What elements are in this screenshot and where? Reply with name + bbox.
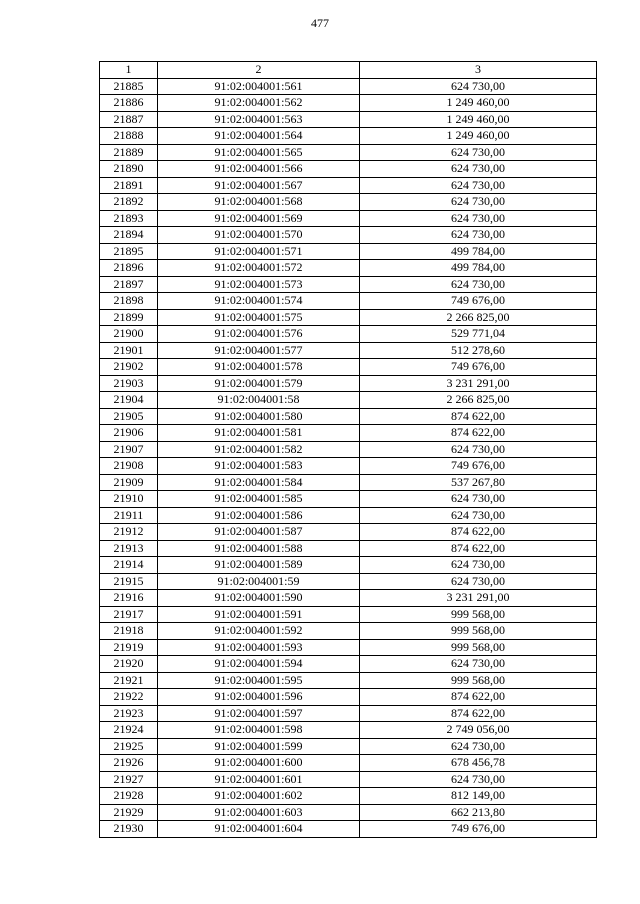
table-row <box>100 441 597 458</box>
cadastral-number-cell: 91:02:004001:571 <box>158 243 360 260</box>
value-cell: 749 676,00 <box>360 293 597 310</box>
row-number-cell: 21911 <box>100 507 158 524</box>
value-cell: 624 730,00 <box>360 227 597 244</box>
cadastral-number-cell: 91:02:004001:596 <box>158 689 360 706</box>
row-number-cell: 21889 <box>100 144 158 161</box>
row-number-cell: 21924 <box>100 722 158 739</box>
cadastral-number-cell: 91:02:004001:576 <box>158 326 360 343</box>
table-row <box>100 491 597 508</box>
value-cell: 1 249 460,00 <box>360 128 597 145</box>
table-row <box>100 524 597 541</box>
table-body <box>100 78 597 837</box>
value-cell: 512 278,60 <box>360 342 597 359</box>
table-row <box>100 425 597 442</box>
value-cell: 624 730,00 <box>360 78 597 95</box>
value-cell: 624 730,00 <box>360 557 597 574</box>
row-number-cell: 21917 <box>100 606 158 623</box>
row-number-cell: 21915 <box>100 573 158 590</box>
cadastral-number-cell: 91:02:004001:570 <box>158 227 360 244</box>
value-cell: 812 149,00 <box>360 788 597 805</box>
cadastral-number-cell: 91:02:004001:586 <box>158 507 360 524</box>
value-cell: 999 568,00 <box>360 639 597 656</box>
cadastral-number-cell: 91:02:004001:590 <box>158 590 360 607</box>
row-number-cell: 21886 <box>100 95 158 112</box>
row-number-cell: 21899 <box>100 309 158 326</box>
value-cell: 999 568,00 <box>360 606 597 623</box>
row-number-cell: 21928 <box>100 788 158 805</box>
table-row <box>100 210 597 227</box>
row-number-cell: 21923 <box>100 705 158 722</box>
cadastral-number-cell: 91:02:004001:563 <box>158 111 360 128</box>
cadastral-number-cell: 91:02:004001:573 <box>158 276 360 293</box>
cadastral-number-cell: 91:02:004001:601 <box>158 771 360 788</box>
cadastral-number-cell: 91:02:004001:585 <box>158 491 360 508</box>
row-number-cell: 21918 <box>100 623 158 640</box>
row-number-cell: 21897 <box>100 276 158 293</box>
value-cell: 662 213,80 <box>360 804 597 821</box>
cadastral-number-cell: 91:02:004001:567 <box>158 177 360 194</box>
value-cell: 499 784,00 <box>360 260 597 277</box>
cadastral-number-cell: 91:02:004001:578 <box>158 359 360 376</box>
cadastral-number-cell: 91:02:004001:603 <box>158 804 360 821</box>
cadastral-number-cell: 91:02:004001:566 <box>158 161 360 178</box>
table-row <box>100 293 597 310</box>
row-number-cell: 21909 <box>100 474 158 491</box>
row-number-cell: 21891 <box>100 177 158 194</box>
row-number-cell: 21892 <box>100 194 158 211</box>
row-number-cell: 21919 <box>100 639 158 656</box>
value-cell: 499 784,00 <box>360 243 597 260</box>
cadastral-number-cell: 91:02:004001:569 <box>158 210 360 227</box>
value-cell: 749 676,00 <box>360 821 597 838</box>
row-number-cell: 21900 <box>100 326 158 343</box>
row-number-cell: 21895 <box>100 243 158 260</box>
table-row <box>100 573 597 590</box>
table-row <box>100 95 597 112</box>
value-cell: 624 730,00 <box>360 144 597 161</box>
value-cell: 749 676,00 <box>360 458 597 475</box>
table-row <box>100 326 597 343</box>
cadastral-number-cell: 91:02:004001:592 <box>158 623 360 640</box>
table-row <box>100 260 597 277</box>
value-cell: 3 231 291,00 <box>360 590 597 607</box>
cadastral-number-cell: 91:02:004001:604 <box>158 821 360 838</box>
table-row <box>100 788 597 805</box>
value-cell: 624 730,00 <box>360 507 597 524</box>
table-row <box>100 590 597 607</box>
cadastral-number-cell: 91:02:004001:581 <box>158 425 360 442</box>
value-cell: 529 771,04 <box>360 326 597 343</box>
cadastral-number-cell: 91:02:004001:587 <box>158 524 360 541</box>
cadastral-number-cell: 91:02:004001:575 <box>158 309 360 326</box>
value-cell: 624 730,00 <box>360 441 597 458</box>
value-cell: 874 622,00 <box>360 705 597 722</box>
value-cell: 624 730,00 <box>360 177 597 194</box>
table-row <box>100 474 597 491</box>
row-number-cell: 21906 <box>100 425 158 442</box>
table-row <box>100 606 597 623</box>
registry-table <box>99 61 597 838</box>
table-row <box>100 243 597 260</box>
row-number-cell: 21929 <box>100 804 158 821</box>
row-number-cell: 21908 <box>100 458 158 475</box>
table-row <box>100 309 597 326</box>
cadastral-number-cell: 91:02:004001:584 <box>158 474 360 491</box>
cadastral-number-cell: 91:02:004001:564 <box>158 128 360 145</box>
cadastral-number-cell: 91:02:004001:580 <box>158 408 360 425</box>
value-cell: 624 730,00 <box>360 656 597 673</box>
cadastral-number-cell: 91:02:004001:593 <box>158 639 360 656</box>
row-number-cell: 21905 <box>100 408 158 425</box>
cadastral-number-cell: 91:02:004001:597 <box>158 705 360 722</box>
table-row <box>100 771 597 788</box>
value-cell: 1 249 460,00 <box>360 95 597 112</box>
cadastral-number-cell: 91:02:004001:58 <box>158 392 360 409</box>
row-number-cell: 21901 <box>100 342 158 359</box>
table-row <box>100 540 597 557</box>
table-row <box>100 623 597 640</box>
value-cell: 999 568,00 <box>360 623 597 640</box>
row-number-cell: 21885 <box>100 78 158 95</box>
row-number-cell: 21894 <box>100 227 158 244</box>
value-cell: 624 730,00 <box>360 491 597 508</box>
value-cell: 624 730,00 <box>360 771 597 788</box>
cadastral-number-cell: 91:02:004001:595 <box>158 672 360 689</box>
row-number-cell: 21922 <box>100 689 158 706</box>
row-number-cell: 21926 <box>100 755 158 772</box>
row-number-cell: 21925 <box>100 738 158 755</box>
column-header-3: 3 <box>360 62 597 79</box>
value-cell: 2 749 056,00 <box>360 722 597 739</box>
table-row <box>100 408 597 425</box>
value-cell: 537 267,80 <box>360 474 597 491</box>
value-cell: 874 622,00 <box>360 524 597 541</box>
table-row <box>100 804 597 821</box>
table-row <box>100 458 597 475</box>
value-cell: 999 568,00 <box>360 672 597 689</box>
value-cell: 874 622,00 <box>360 408 597 425</box>
value-cell: 874 622,00 <box>360 540 597 557</box>
row-number-cell: 21930 <box>100 821 158 838</box>
table-row <box>100 557 597 574</box>
cadastral-number-cell: 91:02:004001:577 <box>158 342 360 359</box>
cadastral-number-cell: 91:02:004001:602 <box>158 788 360 805</box>
table-row <box>100 276 597 293</box>
value-cell: 624 730,00 <box>360 194 597 211</box>
table-row <box>100 194 597 211</box>
cadastral-number-cell: 91:02:004001:594 <box>158 656 360 673</box>
row-number-cell: 21888 <box>100 128 158 145</box>
value-cell: 624 730,00 <box>360 161 597 178</box>
table-row <box>100 177 597 194</box>
table-row <box>100 111 597 128</box>
cadastral-number-cell: 91:02:004001:562 <box>158 95 360 112</box>
value-cell: 749 676,00 <box>360 359 597 376</box>
cadastral-number-cell: 91:02:004001:561 <box>158 78 360 95</box>
page-number: 477 <box>311 16 329 30</box>
header-row <box>100 62 597 79</box>
value-cell: 624 730,00 <box>360 276 597 293</box>
cadastral-number-cell: 91:02:004001:579 <box>158 375 360 392</box>
value-cell: 2 266 825,00 <box>360 392 597 409</box>
value-cell: 3 231 291,00 <box>360 375 597 392</box>
row-number-cell: 21887 <box>100 111 158 128</box>
table-row <box>100 821 597 838</box>
column-header-2: 2 <box>158 62 360 79</box>
table-row <box>100 689 597 706</box>
table-row <box>100 392 597 409</box>
value-cell: 624 730,00 <box>360 738 597 755</box>
table-row <box>100 342 597 359</box>
table-header <box>100 62 597 79</box>
table-row <box>100 738 597 755</box>
value-cell: 2 266 825,00 <box>360 309 597 326</box>
table-row <box>100 78 597 95</box>
cadastral-number-cell: 91:02:004001:600 <box>158 755 360 772</box>
value-cell: 678 456,78 <box>360 755 597 772</box>
table-row <box>100 161 597 178</box>
table-row <box>100 375 597 392</box>
cadastral-number-cell: 91:02:004001:591 <box>158 606 360 623</box>
row-number-cell: 21914 <box>100 557 158 574</box>
table-row <box>100 656 597 673</box>
value-cell: 1 249 460,00 <box>360 111 597 128</box>
row-number-cell: 21890 <box>100 161 158 178</box>
row-number-cell: 21920 <box>100 656 158 673</box>
value-cell: 874 622,00 <box>360 425 597 442</box>
value-cell: 624 730,00 <box>360 573 597 590</box>
cadastral-number-cell: 91:02:004001:59 <box>158 573 360 590</box>
row-number-cell: 21912 <box>100 524 158 541</box>
row-number-cell: 21902 <box>100 359 158 376</box>
row-number-cell: 21904 <box>100 392 158 409</box>
row-number-cell: 21910 <box>100 491 158 508</box>
cadastral-number-cell: 91:02:004001:572 <box>158 260 360 277</box>
row-number-cell: 21896 <box>100 260 158 277</box>
value-cell: 874 622,00 <box>360 689 597 706</box>
table-row <box>100 755 597 772</box>
table-row <box>100 359 597 376</box>
cadastral-number-cell: 91:02:004001:565 <box>158 144 360 161</box>
row-number-cell: 21893 <box>100 210 158 227</box>
row-number-cell: 21921 <box>100 672 158 689</box>
cadastral-number-cell: 91:02:004001:574 <box>158 293 360 310</box>
cadastral-number-cell: 91:02:004001:582 <box>158 441 360 458</box>
table-row <box>100 672 597 689</box>
cadastral-number-cell: 91:02:004001:588 <box>158 540 360 557</box>
value-cell: 624 730,00 <box>360 210 597 227</box>
table-row <box>100 722 597 739</box>
row-number-cell: 21927 <box>100 771 158 788</box>
table-row <box>100 705 597 722</box>
cadastral-number-cell: 91:02:004001:598 <box>158 722 360 739</box>
row-number-cell: 21903 <box>100 375 158 392</box>
row-number-cell: 21907 <box>100 441 158 458</box>
table-row <box>100 507 597 524</box>
table-row <box>100 144 597 161</box>
row-number-cell: 21898 <box>100 293 158 310</box>
cadastral-number-cell: 91:02:004001:589 <box>158 557 360 574</box>
table-row <box>100 639 597 656</box>
row-number-cell: 21913 <box>100 540 158 557</box>
cadastral-number-cell: 91:02:004001:599 <box>158 738 360 755</box>
table-row <box>100 128 597 145</box>
cadastral-number-cell: 91:02:004001:568 <box>158 194 360 211</box>
table-row <box>100 227 597 244</box>
cadastral-number-cell: 91:02:004001:583 <box>158 458 360 475</box>
column-header-1: 1 <box>100 62 158 79</box>
row-number-cell: 21916 <box>100 590 158 607</box>
